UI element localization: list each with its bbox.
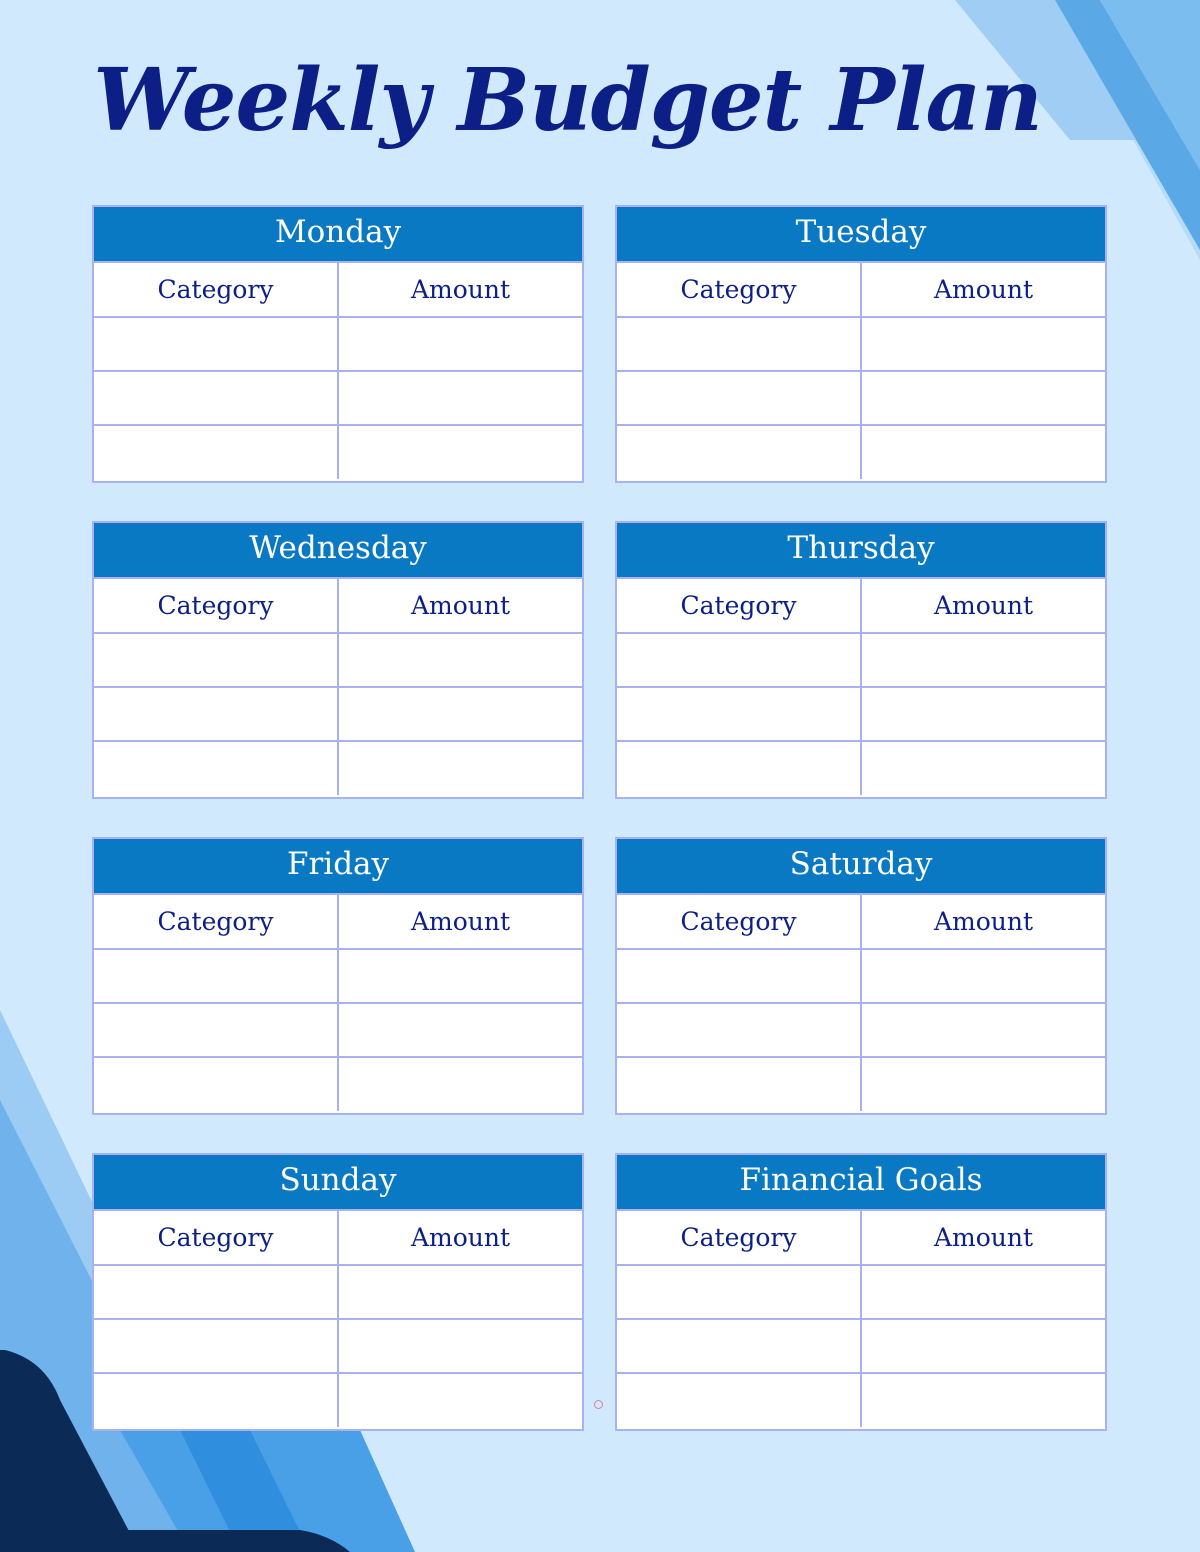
category-cell[interactable]	[617, 1373, 861, 1427]
amount-column-header: Amount	[933, 275, 1034, 304]
amount-cell[interactable]	[338, 687, 582, 741]
amount-cell[interactable]	[338, 1373, 582, 1427]
amount-cell[interactable]	[338, 1265, 582, 1319]
table-row	[617, 371, 1105, 425]
amount-cell[interactable]	[861, 741, 1105, 795]
table-row	[617, 1319, 1105, 1373]
amount-cell[interactable]	[338, 949, 582, 1003]
amount-cell[interactable]	[338, 317, 582, 371]
table-row	[94, 317, 582, 371]
amount-cell[interactable]	[338, 1057, 582, 1111]
table-row	[94, 633, 582, 687]
amount-column-header: Amount	[410, 591, 511, 620]
table-row	[617, 633, 1105, 687]
amount-cell[interactable]	[861, 317, 1105, 371]
budget-table	[94, 579, 582, 795]
amount-cell[interactable]	[861, 1265, 1105, 1319]
page-marker-dot	[594, 1400, 603, 1409]
amount-cell[interactable]	[338, 741, 582, 795]
table-row	[94, 741, 582, 795]
card-sunday	[92, 1153, 584, 1431]
category-column-header: Category	[617, 263, 861, 317]
amount-cell[interactable]	[861, 633, 1105, 687]
amount-cell[interactable]	[861, 949, 1105, 1003]
table-row	[94, 1057, 582, 1111]
table-row	[94, 371, 582, 425]
table-row	[94, 425, 582, 479]
card-heading: Tuesday	[617, 207, 1105, 263]
amount-cell[interactable]	[861, 371, 1105, 425]
category-cell[interactable]	[94, 633, 338, 687]
category-cell[interactable]	[94, 1003, 338, 1057]
category-column-header: Category	[94, 1211, 338, 1265]
budget-table	[617, 263, 1105, 479]
category-column-header: Category	[94, 895, 338, 949]
category-cell[interactable]	[617, 371, 861, 425]
card-friday	[92, 837, 584, 1115]
category-cell[interactable]	[617, 741, 861, 795]
table-header-row	[617, 263, 1105, 317]
table-row	[617, 317, 1105, 371]
table-row	[94, 687, 582, 741]
card-heading: Financial Goals	[617, 1155, 1105, 1211]
category-cell[interactable]	[94, 949, 338, 1003]
table-row	[617, 425, 1105, 479]
card-heading: Sunday	[94, 1155, 582, 1211]
category-column-header: Category	[94, 263, 338, 317]
category-cell[interactable]	[94, 687, 338, 741]
table-row	[94, 949, 582, 1003]
card-financial-goals	[615, 1153, 1107, 1431]
amount-cell[interactable]	[861, 687, 1105, 741]
table-header-row	[94, 895, 582, 949]
card-thursday	[615, 521, 1107, 799]
table-row	[617, 1373, 1105, 1427]
table-row	[94, 1319, 582, 1373]
card-wednesday	[92, 521, 584, 799]
card-heading: Friday	[94, 839, 582, 895]
amount-column-header: Amount	[933, 591, 1034, 620]
table-row	[617, 1003, 1105, 1057]
card-heading: Monday	[94, 207, 582, 263]
amount-column-header: Amount	[410, 1223, 511, 1252]
card-saturday	[615, 837, 1107, 1115]
amount-cell[interactable]	[861, 1003, 1105, 1057]
category-column-header: Category	[94, 579, 338, 633]
page-title: Weekly Budget Plan	[93, 50, 1042, 151]
amount-cell[interactable]	[861, 1057, 1105, 1111]
table-header-row	[617, 895, 1105, 949]
budget-table	[94, 263, 582, 479]
amount-column-header: Amount	[933, 1223, 1034, 1252]
category-cell[interactable]	[94, 1319, 338, 1373]
category-column-header: Category	[617, 1211, 861, 1265]
amount-cell[interactable]	[338, 1319, 582, 1373]
table-header-row	[94, 1211, 582, 1265]
table-row	[617, 687, 1105, 741]
budget-table	[617, 579, 1105, 795]
category-cell[interactable]	[617, 1319, 861, 1373]
card-heading: Saturday	[617, 839, 1105, 895]
amount-cell[interactable]	[861, 1373, 1105, 1427]
category-cell[interactable]	[94, 425, 338, 479]
card-tuesday	[615, 205, 1107, 483]
category-cell[interactable]	[617, 949, 861, 1003]
amount-column-header: Amount	[933, 907, 1034, 936]
amount-column-header: Amount	[410, 907, 511, 936]
category-column-header: Category	[617, 579, 861, 633]
table-row	[617, 741, 1105, 795]
amount-cell[interactable]	[338, 1003, 582, 1057]
category-cell[interactable]	[617, 687, 861, 741]
table-header-row	[94, 263, 582, 317]
table-row	[94, 1265, 582, 1319]
budget-table	[617, 895, 1105, 1111]
table-header-row	[617, 579, 1105, 633]
category-cell[interactable]	[94, 317, 338, 371]
category-column-header: Category	[617, 895, 861, 949]
card-monday	[92, 205, 584, 483]
table-row	[94, 1003, 582, 1057]
amount-cell[interactable]	[861, 1319, 1105, 1373]
table-row	[617, 1265, 1105, 1319]
category-cell[interactable]	[94, 1373, 338, 1427]
amount-cell[interactable]	[338, 633, 582, 687]
category-cell[interactable]	[94, 371, 338, 425]
amount-column-header: Amount	[410, 275, 511, 304]
category-cell[interactable]	[617, 1057, 861, 1111]
amount-cell[interactable]	[338, 371, 582, 425]
amount-cell[interactable]	[338, 425, 582, 479]
budget-table	[94, 895, 582, 1111]
category-cell[interactable]	[617, 317, 861, 371]
amount-cell[interactable]	[861, 425, 1105, 479]
table-header-row	[617, 1211, 1105, 1265]
category-cell[interactable]	[617, 1003, 861, 1057]
table-row	[617, 949, 1105, 1003]
card-heading: Wednesday	[94, 523, 582, 579]
budget-table	[94, 1211, 582, 1427]
category-cell[interactable]	[617, 633, 861, 687]
category-cell[interactable]	[94, 1265, 338, 1319]
table-row	[94, 1373, 582, 1427]
category-cell[interactable]	[94, 741, 338, 795]
table-header-row	[94, 579, 582, 633]
table-row	[617, 1057, 1105, 1111]
category-cell[interactable]	[94, 1057, 338, 1111]
category-cell[interactable]	[617, 425, 861, 479]
card-heading: Thursday	[617, 523, 1105, 579]
category-cell[interactable]	[617, 1265, 861, 1319]
budget-table	[617, 1211, 1105, 1427]
